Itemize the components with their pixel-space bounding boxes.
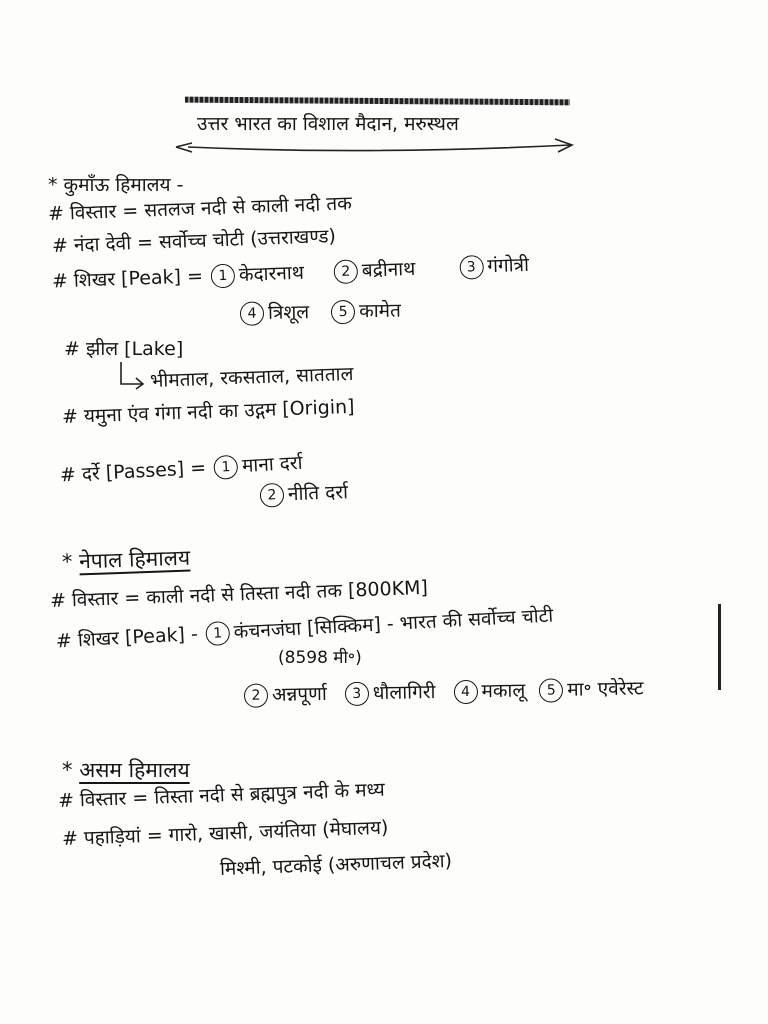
kumaon-peaks-row1 <box>52 253 530 294</box>
nepal-extent: # विस्तार = काली नदी से तिस्ता नदी तक [800KM] <box>49 576 429 612</box>
kumaon-extent: # विस्तार = सतलज नदी से काली नदी तक <box>47 192 353 225</box>
peak-number: 1 <box>205 621 230 646</box>
lake-arrow <box>118 362 148 390</box>
peak-number: 4 <box>453 680 477 704</box>
kumaon-peaks-label: # शिखर [Peak] = <box>51 265 204 293</box>
margin-bar <box>718 604 721 690</box>
nepal-peaks-label: # शिखर [Peak] - <box>55 623 199 653</box>
assam-heading-row <box>62 760 190 781</box>
pass-number: 1 <box>213 455 238 480</box>
peak-name: गंगोत्री <box>486 253 530 278</box>
kumaon-passes-row2 <box>252 481 349 508</box>
peak-name: कामेत <box>358 299 402 323</box>
assam-hills-2: मिश्मी, पटकोई (अरुणाचल प्रदेश) <box>219 849 453 880</box>
peak-name: केदारनाथ <box>238 261 305 286</box>
assam-heading-star: * <box>62 758 73 782</box>
peak-name: त्रिशूल <box>267 301 310 324</box>
assam-extent: # विस्तार = तिस्ता नदी से ब्रह्मपुत्र नदी के मध्य <box>57 778 386 812</box>
peak-name: मकालू <box>481 679 526 703</box>
title-arrow-decoration <box>170 135 590 165</box>
kumaon-heading: * कुमाँऊ हिमालय - <box>48 174 184 196</box>
nepal-heading-star: * <box>61 549 73 574</box>
kumaon-passes-label: # दर्रे [Passes] = <box>59 456 207 487</box>
title-banner <box>185 98 570 138</box>
kumaon-nanda-devi: # नंदा देवी = सर्वोच्च चोटी (उत्तराखण्ड) <box>51 225 337 257</box>
peak-number: 3 <box>459 255 484 280</box>
nepal-heading-row <box>61 545 191 574</box>
peak-number: 5 <box>539 678 563 702</box>
assam-hills: # पहाड़ियां = गारो, खासी, जयंतिया (मेघालय) <box>61 816 389 850</box>
kumaon-peaks-row2 <box>232 299 401 326</box>
kumaon-origin: # यमुना एंव गंगा नदी का उद्गम [Origin] <box>61 395 355 428</box>
peak-number: 3 <box>345 682 369 706</box>
peak-number: 4 <box>240 301 264 325</box>
peak-number: 5 <box>331 300 355 324</box>
peak-name: अन्नपूर्णा <box>271 682 327 706</box>
page-title: उत्तर भारत का विशाल मैदान, मरुस्थल <box>197 113 459 135</box>
nepal-peaks-row2 <box>236 677 644 708</box>
nepal-peak1-height: (8598 मी॰) <box>278 648 362 668</box>
pass-name: माना दर्रा <box>241 451 304 477</box>
kumaon-lakes-label: # झील [Lake] <box>64 338 184 360</box>
peak-name: मा॰ एवेरेस्ट <box>567 677 644 701</box>
pass-name: नीति दर्रा <box>287 481 349 506</box>
nepal-peak1-row <box>55 604 553 654</box>
peak-number: 2 <box>244 683 268 707</box>
pass-number: 2 <box>260 483 285 508</box>
assam-heading: असम हिमालय <box>79 758 190 782</box>
peak-name: धौलागिरी <box>372 681 436 705</box>
kumaon-lakes: भीमताल, रकसताल, सातताल <box>149 362 354 392</box>
peak-number: 1 <box>211 264 236 289</box>
title-top-border <box>185 97 570 106</box>
nepal-peak1: कंचनजंघा [सिक्किम] - भारत की सर्वोच्च चोटी <box>233 604 554 644</box>
peak-number: 2 <box>333 259 358 284</box>
nepal-heading: नेपाल हिमालय <box>78 545 191 574</box>
peak-name: बद्रीनाथ <box>361 257 416 282</box>
